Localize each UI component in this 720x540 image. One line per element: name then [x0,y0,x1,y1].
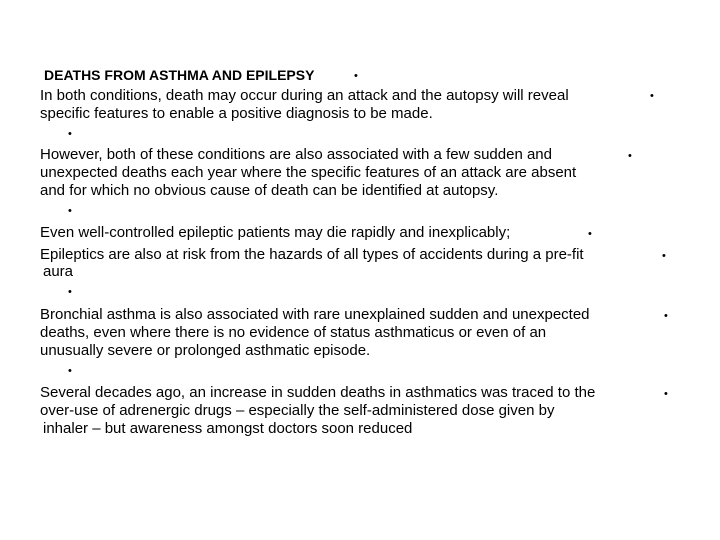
bullet-marker: • [68,128,72,140]
text-line: and for which no obvious cause of death can be identified at autopsy. [40,182,499,199]
bullet-marker: • [662,250,666,262]
bullet-marker: • [588,228,592,240]
text-line: Bronchial asthma is also associated with rare unexplained sudden and unexpected [40,306,590,323]
text-line: specific features to enable a positive diagnosis to be made. [40,105,433,122]
bullet-marker: • [650,90,654,102]
bullet-marker: • [664,310,668,322]
bullet-marker: • [68,286,72,298]
text-line: over-use of adrenergic drugs – especially the self-administered dose given by [40,402,555,419]
bullet-marker: • [354,70,358,82]
bullet-marker: • [628,150,632,162]
text-line: inhaler – but awareness amongst doctors soon reduced [43,420,413,437]
text-line: deaths, even where there is no evidence of status asthmaticus or even of an [40,324,547,341]
bullet-marker: • [68,365,72,377]
text-line: aura [43,263,74,280]
text-line: Epileptics are also at risk from the hazards of all types of accidents during a pre-fit [40,246,584,263]
text-line: unexpected deaths each year where the specific features of an attack are absent [40,164,577,181]
text-line: Even well-controlled epileptic patients may die rapidly and inexplicably; [40,224,511,241]
slide-title: DEATHS FROM ASTHMA AND EPILEPSY [44,67,315,83]
bullet-marker: • [664,388,668,400]
bullet-marker: • [68,205,72,217]
text-line: In both conditions, death may occur during an attack and the autopsy will reveal [40,87,569,104]
text-line: unusually severe or prolonged asthmatic episode. [40,342,371,359]
text-line: Several decades ago, an increase in sudden deaths in asthmatics was traced to the [40,384,596,401]
text-line: However, both of these conditions are also associated with a few sudden and [40,146,552,163]
